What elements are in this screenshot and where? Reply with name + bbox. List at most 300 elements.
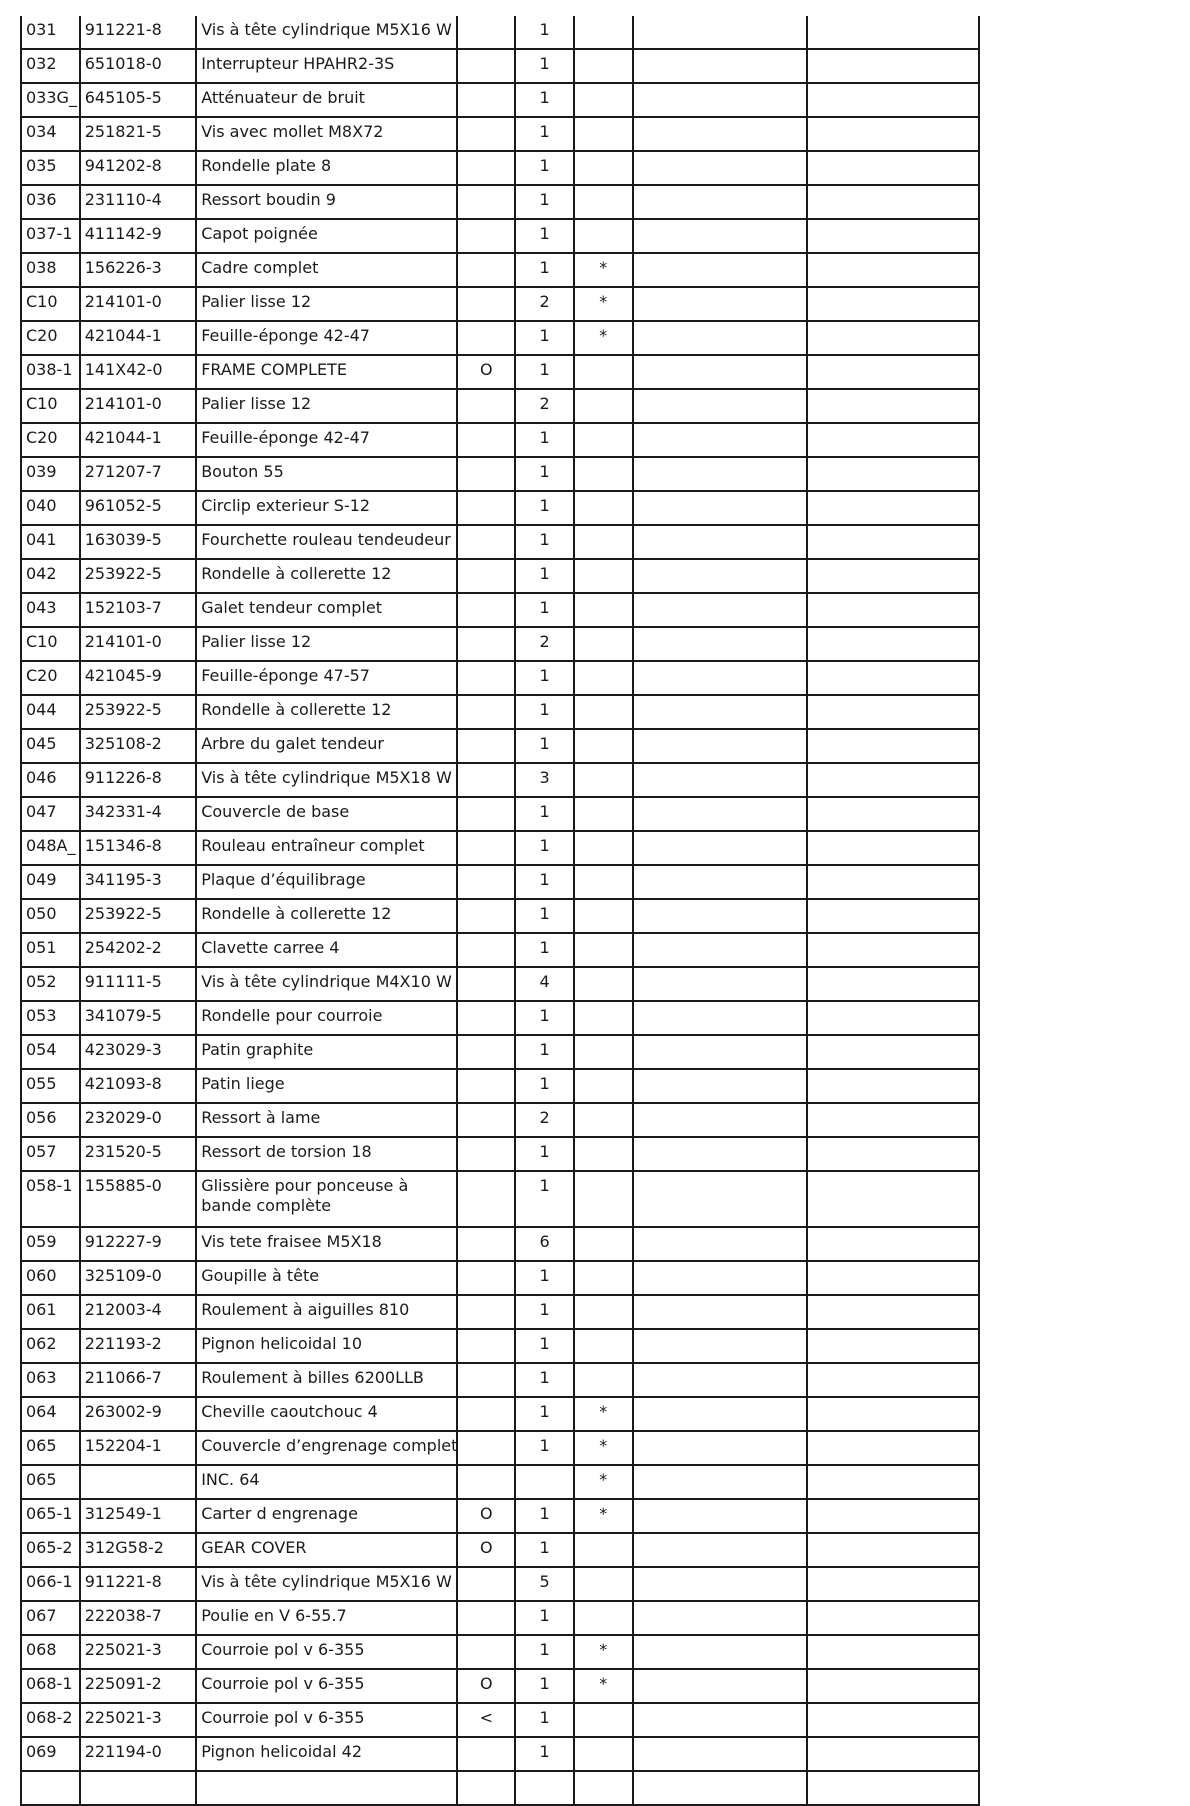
description-cell: Cheville caoutchouc 4 [196, 1397, 457, 1431]
extra-cell-2 [807, 1295, 979, 1329]
item-number-cell: 041 [21, 525, 80, 559]
quantity-cell: 1 [515, 1635, 574, 1669]
note-cell [457, 457, 515, 491]
extra-cell-2 [807, 423, 979, 457]
part-number-cell: 231520-5 [80, 1137, 196, 1171]
part-number-cell: 421044-1 [80, 321, 196, 355]
extra-cell-1 [633, 1137, 807, 1171]
table-row [21, 423, 979, 457]
note-cell [457, 1431, 515, 1465]
description-cell: Goupille à tête [196, 1261, 457, 1295]
description-cell: Palier lisse 12 [196, 627, 457, 661]
table-row [21, 1703, 979, 1737]
item-number-cell: 045 [21, 729, 80, 763]
parts-list-page [20, 0, 980, 1761]
mark-cell [574, 1601, 633, 1635]
mark-cell [574, 355, 633, 389]
part-number-cell: 156226-3 [80, 253, 196, 287]
extra-cell-2 [807, 831, 979, 865]
table-row [21, 729, 979, 763]
extra-cell-1 [633, 1397, 807, 1431]
extra-cell-2 [807, 933, 979, 967]
mark-cell [574, 117, 633, 151]
table-row [21, 355, 979, 389]
part-number-cell: 222038-7 [80, 1601, 196, 1635]
mark-cell: * [574, 253, 633, 287]
note-cell [457, 1601, 515, 1635]
extra-cell-2 [807, 1069, 979, 1103]
extra-cell-2 [807, 899, 979, 933]
table-row [21, 1261, 979, 1295]
note-cell [457, 1001, 515, 1035]
table-row [21, 389, 979, 423]
description-cell: Poulie en V 6-55.7 [196, 1601, 457, 1635]
extra-cell-2 [807, 525, 979, 559]
mark-cell: * [574, 1465, 633, 1499]
note-cell [457, 389, 515, 423]
quantity-cell: 1 [515, 661, 574, 695]
item-number-cell: 053 [21, 1001, 80, 1035]
extra-cell-2 [807, 1601, 979, 1635]
mark-cell: * [574, 1499, 633, 1533]
part-number-cell: 912227-9 [80, 1227, 196, 1261]
extra-cell-1 [633, 1363, 807, 1397]
item-number-cell: 048A_ [21, 831, 80, 865]
note-cell [457, 831, 515, 865]
quantity-cell: 1 [515, 1069, 574, 1103]
mark-cell: * [574, 1431, 633, 1465]
extra-cell-2 [807, 1035, 979, 1069]
quantity-cell: 3 [515, 763, 574, 797]
extra-cell-2 [807, 1669, 979, 1703]
item-number-cell: 066-1 [21, 1567, 80, 1601]
quantity-cell: 1 [515, 219, 574, 253]
extra-cell-1 [633, 1431, 807, 1465]
table-row [21, 1737, 979, 1771]
mark-cell [574, 1295, 633, 1329]
description-cell: FRAME COMPLETE [196, 355, 457, 389]
description-cell: Ressort à lame [196, 1103, 457, 1137]
part-number-cell: 151346-8 [80, 831, 196, 865]
part-number-cell: 961052-5 [80, 491, 196, 525]
description-cell: Roulement à aiguilles 810 [196, 1295, 457, 1329]
part-number-cell: 411142-9 [80, 219, 196, 253]
mark-cell: * [574, 287, 633, 321]
table-row [21, 219, 979, 253]
description-cell: Vis à tête cylindrique M5X16 W [196, 16, 457, 49]
table-row [21, 1397, 979, 1431]
description-cell: Clavette carree 4 [196, 933, 457, 967]
part-number-cell: 911111-5 [80, 967, 196, 1001]
table-row [21, 185, 979, 219]
table-row [21, 1431, 979, 1465]
quantity-cell: 1 [515, 491, 574, 525]
quantity-cell: 1 [515, 1601, 574, 1635]
mark-cell: * [574, 1669, 633, 1703]
table-row [21, 865, 979, 899]
note-cell [457, 525, 515, 559]
quantity-cell: 1 [515, 1669, 574, 1703]
mark-cell [574, 16, 633, 49]
description-cell: Vis avec mollet M8X72 [196, 117, 457, 151]
extra-cell-1 [633, 1001, 807, 1035]
item-number-cell: 031 [21, 16, 80, 49]
note-cell [457, 1069, 515, 1103]
part-number-cell: 253922-5 [80, 559, 196, 593]
item-number-cell: 049 [21, 865, 80, 899]
item-number-cell: 063 [21, 1363, 80, 1397]
extra-cell-1 [633, 1533, 807, 1567]
quantity-cell: 1 [515, 1499, 574, 1533]
extra-cell-1 [633, 1635, 807, 1669]
extra-cell-1 [633, 1567, 807, 1601]
note-cell [457, 1261, 515, 1295]
quantity-cell: 1 [515, 1431, 574, 1465]
note-cell [457, 16, 515, 49]
mark-cell [574, 491, 633, 525]
part-number-cell: 941202-8 [80, 151, 196, 185]
mark-cell [574, 933, 633, 967]
mark-cell [574, 219, 633, 253]
part-number-cell: 221193-2 [80, 1329, 196, 1363]
extra-cell-1 [633, 16, 807, 49]
extra-cell-2 [807, 389, 979, 423]
mark-cell [574, 1227, 633, 1261]
extra-cell-1 [633, 865, 807, 899]
item-number-cell: 035 [21, 151, 80, 185]
part-number-cell: 141X42-0 [80, 355, 196, 389]
note-cell [457, 865, 515, 899]
description-cell: Vis à tête cylindrique M5X16 W [196, 1567, 457, 1601]
parts-table [20, 16, 980, 1806]
quantity-cell: 1 [515, 1261, 574, 1295]
extra-cell-2 [807, 1227, 979, 1261]
extra-cell-1 [633, 491, 807, 525]
mark-cell [574, 1567, 633, 1601]
item-number-cell: 059 [21, 1227, 80, 1261]
item-number-cell: 046 [21, 763, 80, 797]
extra-cell-2 [807, 491, 979, 525]
extra-cell-1 [633, 559, 807, 593]
table-row [21, 627, 979, 661]
table-row [21, 1771, 979, 1805]
item-number-cell: 065-2 [21, 1533, 80, 1567]
table-row [21, 16, 979, 49]
description-cell: Courroie pol v 6-355 [196, 1703, 457, 1737]
item-number-cell: 033G_ [21, 83, 80, 117]
description-cell: Feuille-éponge 42-47 [196, 321, 457, 355]
mark-cell [574, 559, 633, 593]
description-cell: Ressort de torsion 18 [196, 1137, 457, 1171]
extra-cell-2 [807, 695, 979, 729]
extra-cell-1 [633, 1261, 807, 1295]
note-cell: O [457, 1499, 515, 1533]
note-cell [457, 117, 515, 151]
part-number-cell: 911221-8 [80, 1567, 196, 1601]
note-cell: O [457, 1533, 515, 1567]
mark-cell [574, 423, 633, 457]
note-cell [457, 491, 515, 525]
quantity-cell: 2 [515, 627, 574, 661]
quantity-cell: 1 [515, 49, 574, 83]
description-cell: Rondelle à collerette 12 [196, 559, 457, 593]
note-cell [457, 797, 515, 831]
part-number-cell: 325109-0 [80, 1261, 196, 1295]
description-cell: Feuille-éponge 42-47 [196, 423, 457, 457]
quantity-cell: 6 [515, 1227, 574, 1261]
table-row [21, 117, 979, 151]
note-cell [457, 559, 515, 593]
extra-cell-2 [807, 627, 979, 661]
note-cell: < [457, 1703, 515, 1737]
extra-cell-1 [633, 831, 807, 865]
description-cell: Courroie pol v 6-355 [196, 1669, 457, 1703]
extra-cell-1 [633, 321, 807, 355]
item-number-cell: C20 [21, 661, 80, 695]
note-cell [457, 627, 515, 661]
extra-cell-1 [633, 1601, 807, 1635]
mark-cell [574, 1261, 633, 1295]
mark-cell [574, 763, 633, 797]
quantity-cell: 1 [515, 117, 574, 151]
mark-cell [574, 1103, 633, 1137]
extra-cell-2 [807, 797, 979, 831]
quantity-cell: 1 [515, 355, 574, 389]
quantity-cell: 2 [515, 389, 574, 423]
mark-cell [574, 185, 633, 219]
extra-cell-2 [807, 117, 979, 151]
description-cell: Patin graphite [196, 1035, 457, 1069]
table-row [21, 1035, 979, 1069]
extra-cell-1 [633, 457, 807, 491]
description-cell: Pignon helicoidal 42 [196, 1737, 457, 1771]
note-cell [457, 1295, 515, 1329]
extra-cell-2 [807, 355, 979, 389]
item-number-cell [21, 1771, 80, 1805]
part-number-cell [80, 1465, 196, 1499]
part-number-cell: 152103-7 [80, 593, 196, 627]
item-number-cell: 065-1 [21, 1499, 80, 1533]
parts-table-body [21, 16, 979, 1805]
table-row [21, 525, 979, 559]
part-number-cell: 253922-5 [80, 899, 196, 933]
item-number-cell: 038 [21, 253, 80, 287]
description-cell: Capot poignée [196, 219, 457, 253]
extra-cell-2 [807, 1703, 979, 1737]
part-number-cell: 225021-3 [80, 1635, 196, 1669]
description-cell: Couvercle d’engrenage complet [196, 1431, 457, 1465]
part-number-cell: 341195-3 [80, 865, 196, 899]
table-row [21, 1137, 979, 1171]
item-number-cell: 068-2 [21, 1703, 80, 1737]
extra-cell-2 [807, 967, 979, 1001]
quantity-cell: 1 [515, 1035, 574, 1069]
part-number-cell: 163039-5 [80, 525, 196, 559]
part-number-cell: 341079-5 [80, 1001, 196, 1035]
quantity-cell: 1 [515, 185, 574, 219]
note-cell [457, 729, 515, 763]
table-row [21, 899, 979, 933]
quantity-cell: 1 [515, 865, 574, 899]
note-cell [457, 1771, 515, 1805]
extra-cell-2 [807, 1431, 979, 1465]
extra-cell-2 [807, 457, 979, 491]
extra-cell-2 [807, 1771, 979, 1805]
table-row [21, 1533, 979, 1567]
quantity-cell: 1 [515, 899, 574, 933]
item-number-cell: 056 [21, 1103, 80, 1137]
description-cell: GEAR COVER [196, 1533, 457, 1567]
quantity-cell: 5 [515, 1567, 574, 1601]
quantity-cell [515, 1465, 574, 1499]
table-row [21, 1103, 979, 1137]
item-number-cell: 065 [21, 1431, 80, 1465]
mark-cell [574, 695, 633, 729]
quantity-cell: 1 [515, 457, 574, 491]
extra-cell-1 [633, 185, 807, 219]
mark-cell [574, 457, 633, 491]
note-cell [457, 933, 515, 967]
extra-cell-2 [807, 16, 979, 49]
extra-cell-1 [633, 525, 807, 559]
extra-cell-1 [633, 83, 807, 117]
extra-cell-2 [807, 661, 979, 695]
part-number-cell: 253922-5 [80, 695, 196, 729]
description-cell: Cadre complet [196, 253, 457, 287]
part-number-cell: 421093-8 [80, 1069, 196, 1103]
note-cell [457, 593, 515, 627]
extra-cell-1 [633, 287, 807, 321]
note-cell [457, 1363, 515, 1397]
note-cell [457, 899, 515, 933]
table-row [21, 491, 979, 525]
description-cell: Bouton 55 [196, 457, 457, 491]
part-number-cell: 312549-1 [80, 1499, 196, 1533]
quantity-cell: 1 [515, 1703, 574, 1737]
table-row [21, 763, 979, 797]
mark-cell [574, 1137, 633, 1171]
item-number-cell: C10 [21, 389, 80, 423]
extra-cell-2 [807, 1635, 979, 1669]
description-cell: Vis tete fraisee M5X18 [196, 1227, 457, 1261]
note-cell: O [457, 1669, 515, 1703]
part-number-cell: 423029-3 [80, 1035, 196, 1069]
extra-cell-1 [633, 1499, 807, 1533]
description-cell: Rondelle plate 8 [196, 151, 457, 185]
quantity-cell: 1 [515, 1329, 574, 1363]
quantity-cell: 1 [515, 253, 574, 287]
table-row [21, 661, 979, 695]
quantity-cell: 1 [515, 593, 574, 627]
extra-cell-1 [633, 1329, 807, 1363]
extra-cell-2 [807, 287, 979, 321]
part-number-cell: 211066-7 [80, 1363, 196, 1397]
extra-cell-1 [633, 1227, 807, 1261]
note-cell [457, 219, 515, 253]
quantity-cell: 1 [515, 1171, 574, 1227]
extra-cell-1 [633, 1771, 807, 1805]
extra-cell-1 [633, 389, 807, 423]
table-row [21, 1635, 979, 1669]
extra-cell-1 [633, 627, 807, 661]
table-row [21, 49, 979, 83]
quantity-cell: 1 [515, 1533, 574, 1567]
description-cell: Plaque d’équilibrage [196, 865, 457, 899]
extra-cell-1 [633, 1035, 807, 1069]
part-number-cell: 421045-9 [80, 661, 196, 695]
description-cell: Palier lisse 12 [196, 287, 457, 321]
mark-cell [574, 151, 633, 185]
table-row [21, 559, 979, 593]
extra-cell-2 [807, 559, 979, 593]
mark-cell [574, 831, 633, 865]
mark-cell [574, 389, 633, 423]
table-row [21, 83, 979, 117]
extra-cell-1 [633, 49, 807, 83]
item-number-cell: C20 [21, 321, 80, 355]
mark-cell: * [574, 1635, 633, 1669]
table-row [21, 287, 979, 321]
part-number-cell: 342331-4 [80, 797, 196, 831]
description-cell: Pignon helicoidal 10 [196, 1329, 457, 1363]
extra-cell-1 [633, 661, 807, 695]
mark-cell [574, 661, 633, 695]
mark-cell [574, 1329, 633, 1363]
mark-cell [574, 1171, 633, 1227]
mark-cell [574, 49, 633, 83]
item-number-cell: 050 [21, 899, 80, 933]
note-cell [457, 83, 515, 117]
quantity-cell: 1 [515, 1737, 574, 1771]
part-number-cell: 911226-8 [80, 763, 196, 797]
extra-cell-2 [807, 1329, 979, 1363]
mark-cell [574, 627, 633, 661]
extra-cell-2 [807, 1737, 979, 1771]
item-number-cell: 064 [21, 1397, 80, 1431]
description-cell: Roulement à billes 6200LLB [196, 1363, 457, 1397]
table-row [21, 967, 979, 1001]
table-row [21, 1227, 979, 1261]
table-row [21, 1295, 979, 1329]
description-cell: Rouleau entraîneur complet [196, 831, 457, 865]
extra-cell-2 [807, 1499, 979, 1533]
note-cell [457, 1465, 515, 1499]
quantity-cell: 1 [515, 1397, 574, 1431]
extra-cell-2 [807, 1103, 979, 1137]
extra-cell-1 [633, 763, 807, 797]
table-row [21, 695, 979, 729]
mark-cell [574, 593, 633, 627]
extra-cell-2 [807, 1397, 979, 1431]
extra-cell-2 [807, 1001, 979, 1035]
item-number-cell: 054 [21, 1035, 80, 1069]
extra-cell-2 [807, 1363, 979, 1397]
note-cell [457, 1171, 515, 1227]
description-cell: Feuille-éponge 47-57 [196, 661, 457, 695]
description-cell: Vis à tête cylindrique M4X10 W [196, 967, 457, 1001]
part-number-cell: 232029-0 [80, 1103, 196, 1137]
note-cell [457, 1035, 515, 1069]
note-cell [457, 1329, 515, 1363]
note-cell [457, 1103, 515, 1137]
mark-cell [574, 1035, 633, 1069]
table-row [21, 1001, 979, 1035]
part-number-cell: 911221-8 [80, 16, 196, 49]
item-number-cell: 068-1 [21, 1669, 80, 1703]
item-number-cell: 040 [21, 491, 80, 525]
extra-cell-1 [633, 933, 807, 967]
mark-cell [574, 899, 633, 933]
